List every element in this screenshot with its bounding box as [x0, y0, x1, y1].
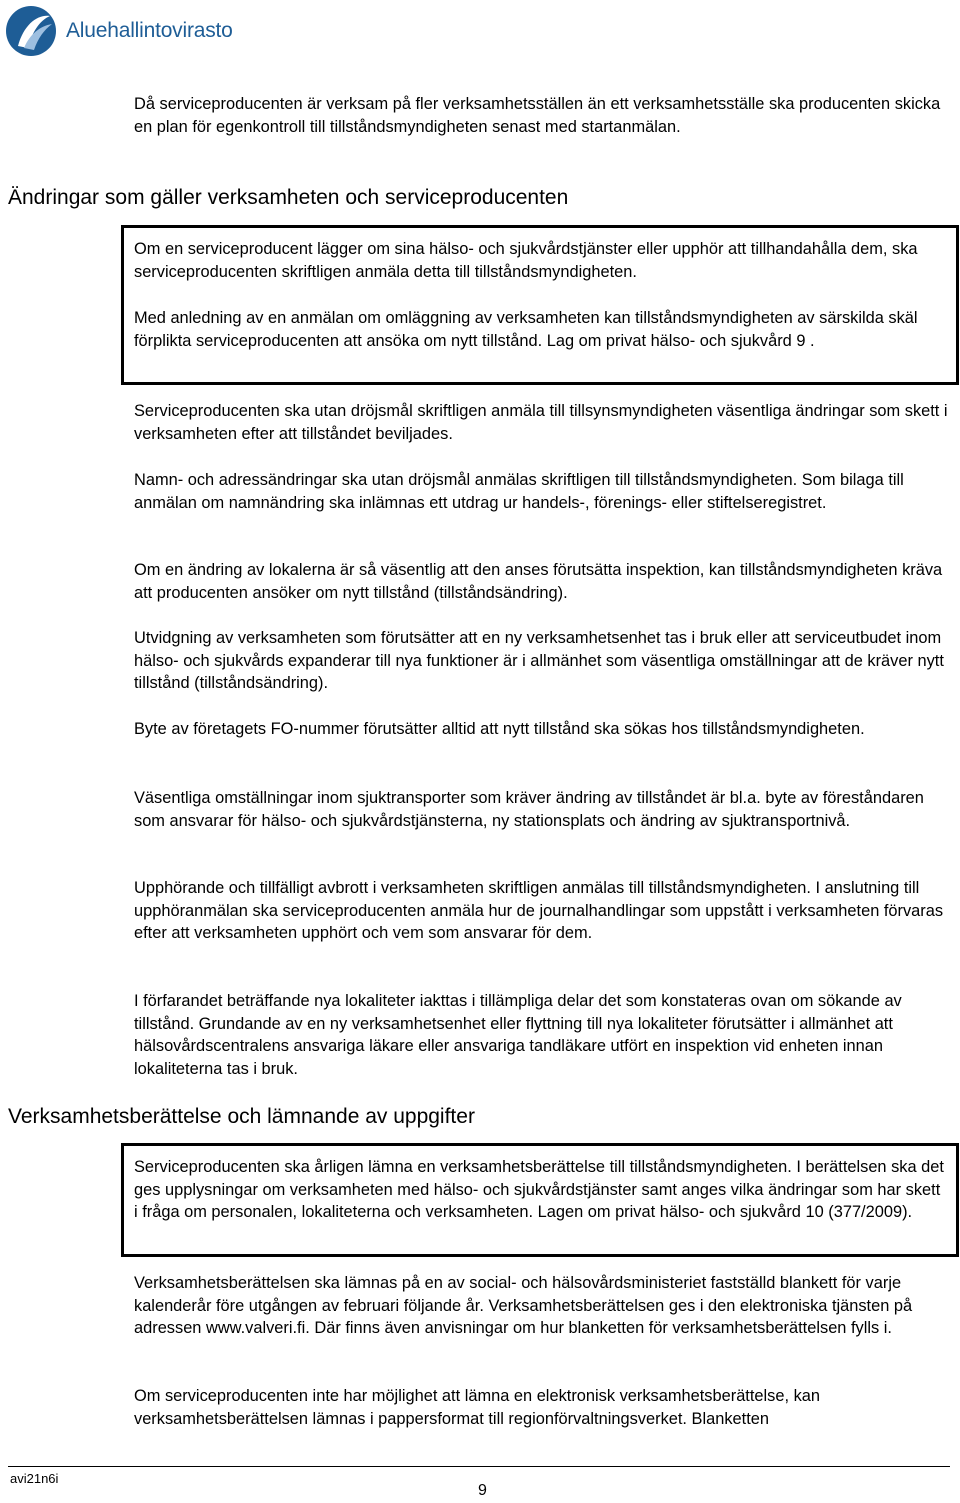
body-paragraph: Byte av företagets FO-nummer förutsätter alltid att nytt tillstånd ska sökas hos tillståndsmyndigheten. — [134, 720, 865, 738]
body-paragraph: Upphörande och tillfälligt avbrott i verksamheten skriftligen anmälas till tillståndsmyndigheten. I anslutning till upphöranmälan ska serviceproducenten anmäla hur de journalhandlingar som uppstått i verksamheten förvaras efter att verksamheten upphört och vem som ansvarar för dem. — [134, 879, 944, 943]
body-paragraph: Namn- och adressändringar ska utan dröjsmål anmälas skriftligen till tillståndsmyndigheten. Som bilaga till anmälan om namnändring ska inlämnas ett utdrag ur handels-, förenings- eller stiftelseregistret. — [134, 471, 904, 512]
section-heading-report: Verksamhetsberättelse och lämnande av uppgifter — [8, 1105, 475, 1128]
avi-logo-icon — [4, 4, 58, 58]
org-name: Aluehallintovirasto — [66, 19, 233, 42]
intro-paragraph: Då serviceproducenten är verksam på fler verksamhetsställen än ett verksamhetsställe ska producenten skicka en plan för egenkontroll till tillståndsmyndigheten senast med startanmälan. — [134, 95, 941, 136]
body-paragraph: Serviceproducenten ska utan dröjsmål skriftligen anmäla till tillsynsmyndigheten väsentliga ändringar som skett i verksamheten efter att tillståndet beviljades. — [134, 402, 948, 443]
body-paragraph: Utvidgning av verksamheten som förutsätter att en ny verksamhetsenhet tas i bruk eller att serviceutbudet inom hälso- och sjukvårds expanderar till nya funktioner är i allmänhet som väsentliga omställningar att de kräver nytt tillstånd (tillståndsändring). — [134, 629, 944, 693]
body-paragraph: Verksamhetsberättelsen ska lämnas på en av social- och hälsovårdsministeriet fastställd blankett för varje kalenderår före utgången av februari följande år. Verksamhetsberättelsen ges i den elektroniska tjänsten på adressen www.valveri.fi. Där finns även anvisningar om hur blanketten för verksamhetsberättelsen fylls i. — [134, 1274, 913, 1338]
footer-document-code: avi21n6i — [10, 1471, 59, 1486]
body-paragraph: Väsentliga omställningar inom sjuktransporter som kräver ändring av tillståndet är bl.a. byte av föreståndaren som ansvarar för hälso- och sjukvårdstjänsterna, ny stationsplats och ändring av sjuktransportnivå. — [134, 789, 924, 830]
box-paragraph: Om en serviceproducent lägger om sina hälso- och sjukvårdstjänster eller upphör att tillhandahålla dem, ska serviceproducenten skriftligen anmäla detta till tillståndsmyndigheten. — [134, 240, 918, 281]
section-heading-changes: Ändringar som gäller verksamheten och serviceproducenten — [8, 186, 569, 209]
body-paragraph: Om en ändring av lokalerna är så väsentlig att den anses förutsätta inspektion, kan tillståndsmyndigheten kräva att producenten ansöker om nytt tillstånd (tillståndsändring). — [134, 561, 943, 602]
body-paragraph: Om serviceproducenten inte har möjlighet att lämna en elektronisk verksamhetsberättelse, kan verksamhetsberättelsen lämnas i pappersformat till regionförvaltningsverket. Blanketten — [134, 1387, 821, 1428]
page-number: 9 — [478, 1482, 487, 1499]
footer-divider — [8, 1466, 950, 1467]
body-paragraph: I förfarandet beträffande nya lokaliteter iakttas i tillämpliga delar det som konstateras ovan om sökande av tillstånd. Grundande av en ny verksamhetsenhet eller flyttning till nya lokaliteter förutsätter i allmänhet att hälsovårdscentralens ansvariga läkare eller ansvariga tandläkare utfört en inspektion vid enheten innan lokaliteterna tas i bruk. — [134, 992, 902, 1078]
header-logo — [4, 2, 233, 60]
box-paragraph: Serviceproducenten ska årligen lämna en verksamhetsberättelse till tillståndsmyndigheten. I berättelsen ska det ges upplysningar om verksamheten med hälso- och sjukvårdstjänster samt anges vilka ändringar som har skett i fråga om personalen, lokaliteterna och verksamheten. Lagen om privat hälso- och sjukvård 10 (377/2009). — [134, 1158, 944, 1222]
box-paragraph: Med anledning av en anmälan om omläggning av verksamheten kan tillståndsmyndigheten av särskilda skäl förplikta serviceproducenten att ansöka om nytt tillstånd. Lag om privat hälso- och sjukvård 9 . — [134, 309, 918, 350]
